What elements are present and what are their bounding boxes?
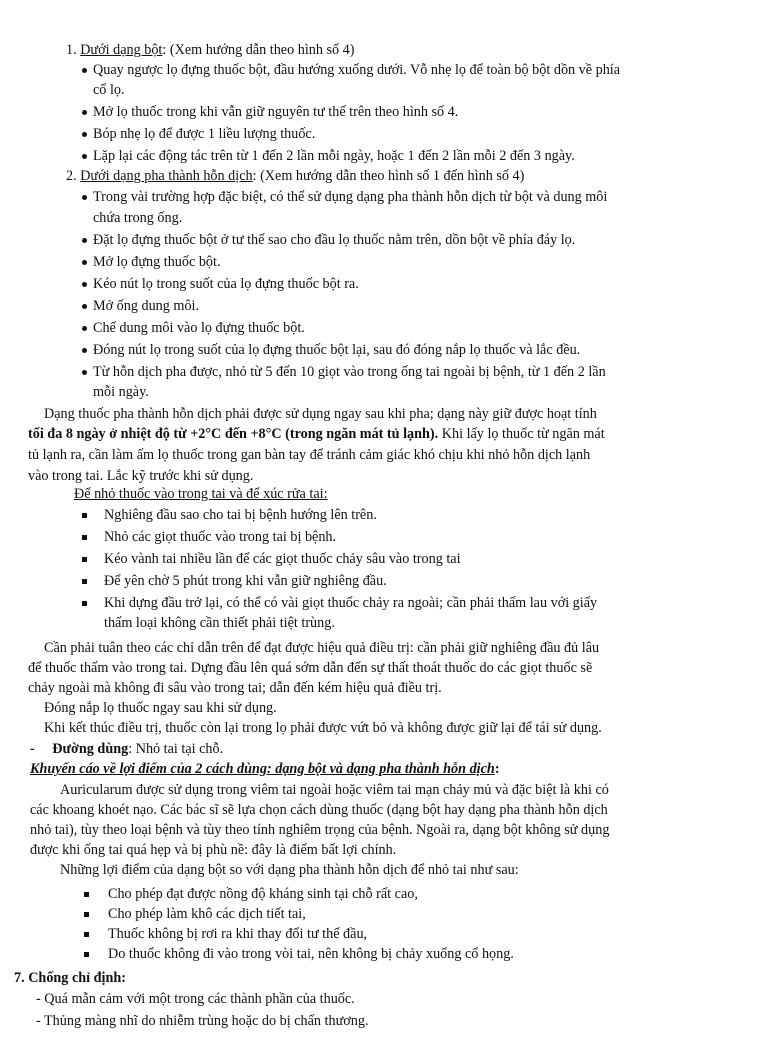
section-1-note: : (Xem hướng dẫn theo hình số 4) <box>162 42 355 58</box>
bullet-icon <box>82 282 87 287</box>
advice-heading-text: Khuyến cáo về lợi điểm của 2 cách dùng: dạng bột và dạng pha thành hỗn dịch <box>30 761 495 777</box>
bullet-icon <box>82 601 87 606</box>
advice-bullet-2: Cho phép làm khô các dịch tiết tai, <box>108 906 306 922</box>
advice-line-1: Auricularum được sử dụng trong viêm tai ngoài hoặc viêm tai mạn chảy mủ và đặc biệt là khi có <box>60 782 609 798</box>
ear-bullet-5-line-1: Khi dựng đầu trở lại, có thể có vài giọt thuốc chảy ra ngoài; cần phải thấm lau với giấy <box>104 595 598 611</box>
section-2-bullet-1-line-1: Trong vài trường hợp đặc biệt, có thể sử dụng dạng pha thành hỗn dịch từ bột và dung môi <box>93 189 608 205</box>
advice-line-2: các khoang khoét nạo. Các bác sĩ sẽ lựa chọn cách dùng thuốc (dạng bột hay dạng pha thành hỗn dịch <box>30 802 608 818</box>
bullet-icon <box>82 68 87 73</box>
section-2-bullet-1-line-2: chứa trong ống. <box>93 210 183 226</box>
bullet-icon <box>82 195 87 200</box>
section-1-number: 1. <box>66 42 77 58</box>
section-1-bullet-3: Bóp nhẹ lọ để được 1 liều lượng thuốc. <box>93 126 316 142</box>
bullet-icon <box>82 110 87 115</box>
bullet-icon <box>82 513 87 518</box>
bullet-icon <box>82 260 87 265</box>
section-2-heading <box>66 166 524 186</box>
bullet-icon <box>82 132 87 137</box>
paragraph-1-line-2-rest: Khi lấy lọ thuốc từ ngăn mát <box>438 426 605 442</box>
contraindication-1: - Quá mẫn cảm với một trong các thành phần của thuốc. <box>36 991 355 1007</box>
paragraph-1-line-2 <box>28 424 605 444</box>
paragraph-2-line-3: chảy ngoài mà không đi sâu vào trong tai; dẫn đến kém hiệu quả điều trị. <box>28 680 442 696</box>
paragraph-2-line-4: Đóng nắp lọ thuốc ngay sau khi sử dụng. <box>44 700 277 716</box>
bullet-icon <box>82 304 87 309</box>
ear-bullet-2: Nhỏ các giọt thuốc vào trong tai bị bệnh. <box>104 529 337 545</box>
advice-heading-colon: : <box>494 761 500 777</box>
contraindications-heading: 7. Chống chỉ định: <box>14 970 126 986</box>
section-2-bullet-4: Kéo nút lọ trong suốt của lọ đựng thuốc bột ra. <box>93 276 359 292</box>
paragraph-1-line-1: Dạng thuốc pha thành hỗn dịch phải được sử dụng ngay sau khi pha; dạng này giữ được hoạt tính <box>44 406 597 422</box>
section-2-title: Dưới dạng pha thành hỗn dịch <box>80 168 253 184</box>
bullet-icon <box>82 535 87 540</box>
advice-heading <box>30 759 500 779</box>
route-dash: - <box>30 741 35 757</box>
route-of-administration <box>30 739 223 759</box>
advice-line-3: nhỏ tai), tùy theo loại bệnh và tùy theo tính nghiêm trọng của bệnh. Ngoài ra, dạng bột không sử dụng <box>30 822 610 838</box>
section-1-bullet-2: Mở lọ thuốc trong khi vẫn giữ nguyên tư thế trên theo hình số 4. <box>93 104 459 120</box>
route-label: Đường dùng <box>52 741 129 757</box>
ear-bullet-4: Để yên chờ 5 phút trong khi vẫn giữ nghiêng đầu. <box>104 573 387 589</box>
storage-condition: tối đa 8 ngày ở nhiệt độ từ +2°C đến +8°C (trong ngăn mát tủ lạnh). <box>28 426 439 442</box>
paragraph-2-line-5: Khi kết thúc điều trị, thuốc còn lại trong lọ phải được vứt bỏ và không được giữ lại để tái sử dụng. <box>44 720 602 736</box>
section-1-bullet-1-line-2: cổ lọ. <box>93 82 125 98</box>
bullet-icon <box>84 912 89 917</box>
advice-bullet-3: Thuốc không bị rơi ra khi thay đổi tư thế đầu, <box>108 926 368 942</box>
section-2-bullet-3: Mở lọ đựng thuốc bột. <box>93 254 221 270</box>
bullet-icon <box>82 370 87 375</box>
bullet-icon <box>82 557 87 562</box>
bullet-icon <box>82 348 87 353</box>
section-2-bullet-7: Đóng nút lọ trong suốt của lọ đựng thuốc bột lại, sau đó đóng nắp lọ thuốc và lắc đều. <box>93 342 581 358</box>
bullet-icon <box>84 892 89 897</box>
paragraph-1-line-4: vào trong tai. Lắc kỹ trước khi sử dụng. <box>28 468 254 484</box>
ear-bullet-1: Nghiêng đầu sao cho tai bị bệnh hướng lên trên. <box>104 507 377 523</box>
section-2-bullet-2: Đặt lọ đựng thuốc bột ở tư thế sao cho đầu lọ thuốc nằm trên, dồn bột về phía đáy lọ. <box>93 232 576 248</box>
section-2-bullet-8-line-2: mỗi ngày. <box>93 384 149 400</box>
advice-line-4: được khi ống tai quá hẹp và bị phù nề: đây là điểm bất lợi chính. <box>30 842 397 858</box>
bullet-icon <box>84 932 89 937</box>
bullet-icon <box>82 238 87 243</box>
ear-instructions-title: Để nhỏ thuốc vào trong tai và để xúc rửa tai: <box>74 486 328 502</box>
bullet-icon <box>84 952 89 957</box>
paragraph-1-line-3: tủ lạnh ra, cần làm ấm lọ thuốc trong gan bàn tay để tránh cảm giác khó chịu khi nhỏ hỗn dịch lạnh <box>28 447 591 463</box>
section-1-bullet-1-line-1: Quay ngược lọ đựng thuốc bột, đầu hướng xuống dưới. Vỗ nhẹ lọ để toàn bộ bột dồn về phía <box>93 62 621 78</box>
section-2-note: : (Xem hướng dẫn theo hình số 1 đến hình số 4) <box>252 168 525 184</box>
bullet-icon <box>82 154 87 159</box>
advice-line-5: Những lợi điểm của dạng bột so với dạng pha thành hỗn dịch để nhỏ tai như sau: <box>60 862 519 878</box>
ear-bullet-5-line-2: thấm loại không cần thiết phải tiệt trùng. <box>104 615 335 631</box>
bullet-icon <box>82 579 87 584</box>
paragraph-2-line-2: để thuốc thấm vào trong tai. Dựng đầu lên quá sớm dẫn đến sự thất thoát thuốc do các giọt thuốc sẽ <box>28 660 593 676</box>
paragraph-2-line-1: Cần phải tuân theo các chỉ dẫn trên để đạt được hiệu quả điều trị: cần phải giữ nghiêng đầu đủ lâu <box>44 640 600 656</box>
advice-bullet-1: Cho phép đạt được nồng độ kháng sinh tại chỗ rất cao, <box>108 886 418 902</box>
advice-bullet-4: Do thuốc không đi vào trong vòi tai, nên không bị chảy xuống cổ họng. <box>108 946 514 962</box>
bullet-icon <box>82 326 87 331</box>
section-2-bullet-6: Chế dung môi vào lọ đựng thuốc bột. <box>93 320 305 336</box>
route-text: : Nhỏ tai tại chỗ. <box>128 741 224 757</box>
section-2-bullet-8-line-1: Từ hỗn dịch pha được, nhỏ từ 5 đến 10 giọt vào trong ống tai ngoài bị bệnh, từ 1 đến 2 lần <box>93 364 606 380</box>
section-1-bullet-4: Lặp lại các động tác trên từ 1 đến 2 lần mỗi ngày, hoặc 1 đến 2 lần mỗi 2 đến 3 ngày. <box>93 148 575 164</box>
section-2-bullet-5: Mở ống dung môi. <box>93 298 200 314</box>
contraindication-2: - Thủng màng nhĩ do nhiễm trùng hoặc do bị chấn thương. <box>36 1013 369 1029</box>
ear-bullet-3: Kéo vành tai nhiều lần để các giọt thuốc chảy sâu vào trong tai <box>104 551 461 567</box>
section-1-heading <box>66 40 355 60</box>
section-1-title: Dưới dạng bột <box>80 42 163 58</box>
section-2-number: 2. <box>66 168 77 184</box>
